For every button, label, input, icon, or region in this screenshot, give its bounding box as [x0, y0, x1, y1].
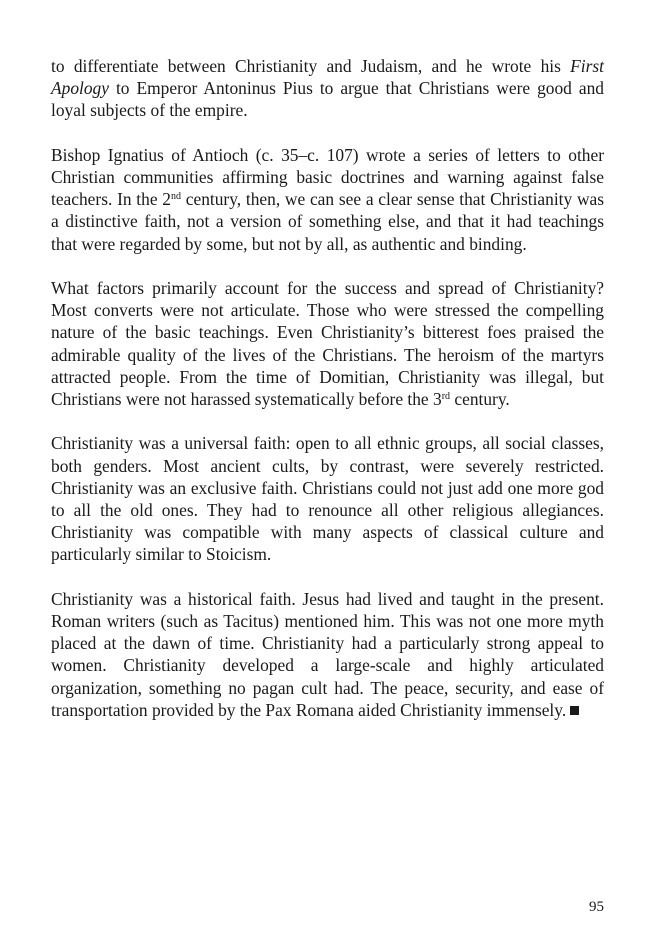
- paragraph: [51, 432, 604, 565]
- text-run: Christianity was a universal faith: open to all ethnic groups, all social classes, both genders. Most ancient cults, by contrast, were severely restricted. Christianity was an exclusive faith. Christians could not just add one more god to all the old ones. They had to renounce all other religious allegiances. Christianity was compatible with many aspects of classical culture and particularly similar to Stoicism.: [51, 433, 604, 565]
- text-run: to differentiate between Christianity and Judaism, and he wrote his: [51, 56, 571, 76]
- paragraph: [51, 588, 604, 721]
- text-run: Christianity was a historical faith. Jesus had lived and taught in the present. Roman writers (such as Tacitus) mentioned him. This was not one more myth placed at the dawn of time. Christianity had a particularly strong appeal to women. Christianity developed a large-scale and highly articulated organization, something no pagan cult had. The peace, security, and ease of transportation provided by the Pax Romana aided Christianity immensely.: [51, 588, 604, 720]
- text-run: century, then, we can see a clear sense that Christianity was a distinctive faith, not a version of something else, and that it had teachings that were regarded by some, but not by all, as authentic and binding.: [51, 189, 605, 254]
- text-run: What factors primarily account for the success and spread of Christianity? Most converts were not articulate. Those who were stressed the compelling nature of the basic teachings. Even Christianity’s bitterest foes praised the admirable quality of the lives of the Christians. The heroism of the martyrs attracted people. From the time of Domitian, Christianity was illegal, but Christians were not harassed systematically before the 3: [51, 278, 604, 410]
- text-run: Bishop Ignatius of Antioch (c. 35–c. 107) wrote a series of letters to other Christian communities affirming basic doctrines and warning against false teachers. In the 2: [51, 144, 604, 210]
- body-text: [51, 55, 604, 721]
- text-run: century.: [450, 389, 510, 410]
- paragraph: [51, 144, 604, 255]
- text-run: to Emperor Antoninus Pius to argue that Christians were good and loyal subjects of the empire.: [51, 78, 604, 121]
- paragraph: [51, 55, 604, 122]
- ordinal-suffix: rd: [441, 391, 451, 403]
- ordinal-suffix: nd: [171, 191, 182, 203]
- page-number: 95: [589, 899, 604, 915]
- italic-title: First Apology: [51, 56, 604, 99]
- end-of-section-mark: [570, 706, 579, 715]
- paragraph: [51, 277, 604, 410]
